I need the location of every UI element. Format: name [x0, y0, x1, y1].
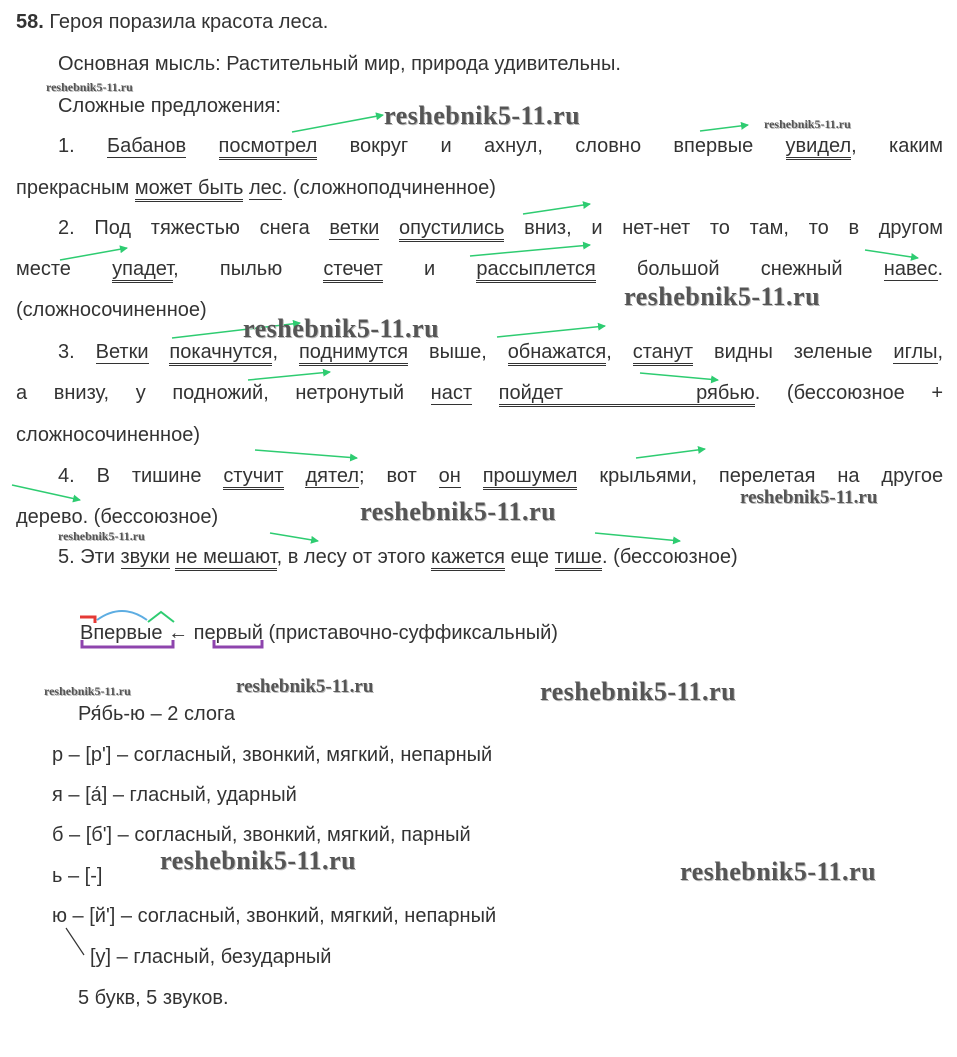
sentence-4-line-1: 4. В тишине стучит дятел; вот он прошумел крыльями, перелетая на другое: [16, 464, 943, 488]
predicate: покачнутся: [169, 341, 272, 366]
phonetic-row: ь – [-]: [52, 865, 103, 887]
morpheme-word: Впервые: [80, 622, 163, 644]
sentence-1-line-2: прекрасным может быть лес. (сложноподчиненное): [16, 176, 496, 200]
sentence-4-line-2: дерево. (бессоюзное): [16, 506, 219, 528]
sentence-1-line-1: 1. Бабанов посмотрел вокруг и ахнул, словно впервые увидел, каким: [16, 134, 943, 158]
watermark: reshebnik5-11.ru: [624, 282, 821, 311]
subject: Бабанов: [107, 135, 187, 157]
phonetic-row: ю – [й'] – согласный, звонкий, мягкий, непарный: [52, 905, 497, 927]
predicate: рассыплется: [476, 258, 595, 283]
arrow: [700, 125, 748, 131]
predicate: стечет: [323, 258, 382, 283]
arrow: [12, 485, 80, 500]
arrow: [270, 533, 318, 541]
sentence-3-line-3: сложносочиненное): [16, 424, 201, 446]
predicate: станут: [633, 341, 693, 366]
subject: Ветки: [95, 341, 149, 363]
watermark: reshebnik5-11.ru: [236, 676, 374, 697]
subject: он: [438, 465, 461, 487]
sound-split-line: [66, 928, 84, 955]
arrow: [640, 373, 718, 380]
phonetic-summary: 5 букв, 5 звуков.: [78, 987, 229, 1009]
phonetic-row: [у] – гласный, безударный: [90, 946, 332, 968]
arrow: [497, 326, 605, 337]
predicate: упадет: [112, 258, 173, 283]
phonetic-row: б – [б'] – согласный, звонкий, мягкий, парный: [52, 824, 471, 846]
sentence-2-line-3: (сложносочиненное): [16, 299, 207, 321]
subject: ветки: [329, 217, 380, 239]
arrow: [523, 204, 590, 214]
predicate: тише: [555, 546, 603, 571]
arrow: [595, 533, 680, 541]
sentence-3-line-2: а внизу, у подножий, нетронутый наст пойдет рябью. (бессоюзное +: [16, 381, 943, 405]
watermark: reshebnik5-11.ru: [740, 487, 878, 508]
base-bracket: [214, 640, 262, 647]
watermark: reshebnik5-11.ru: [243, 314, 440, 343]
watermark: reshebnik5-11.ru: [46, 80, 133, 94]
sentence-2-line-1: 2. Под тяжестью снега ветки опустились вниз, и нет-нет то там, то в другом: [16, 216, 943, 240]
predicate: опустились: [399, 217, 504, 242]
sentence-5-line-1: 5. Эти звуки не мешают, в лесу от этого кажется еще тише. (бессоюзное): [58, 545, 738, 569]
watermark: reshebnik5-11.ru: [764, 117, 851, 131]
sentence-2-line-2: месте упадет, пылью стечет и рассыплется большой снежный навес.: [16, 257, 943, 281]
derivation-arrow: ←: [168, 622, 189, 644]
root-arc: [97, 611, 147, 620]
predicate: увидел: [786, 135, 852, 160]
arrow: [248, 372, 330, 380]
arrow: [470, 245, 590, 256]
base-bracket: [82, 640, 173, 647]
predicate: обнажатся: [508, 341, 607, 366]
complex-heading: Сложные предложения:: [58, 95, 281, 117]
watermark: reshebnik5-11.ru: [680, 857, 877, 886]
predicate: посмотрел: [219, 135, 318, 160]
arrow: [865, 250, 918, 258]
prefix-mark: [80, 617, 95, 623]
task-title: Героя поразила красота леса.: [49, 11, 329, 33]
watermark: reshebnik5-11.ru: [44, 684, 131, 698]
arrow: [292, 115, 383, 132]
predicate: поднимутся: [299, 341, 408, 366]
predicate: не мешают: [175, 546, 276, 571]
predicate: стучит: [223, 465, 283, 490]
task-number: 58.: [16, 11, 44, 33]
watermark: reshebnik5-11.ru: [58, 529, 145, 543]
morpheme-base: первый: [193, 622, 263, 644]
subject: наст: [430, 382, 472, 404]
phonetic-header: Ря́бь-ю – 2 слога: [78, 703, 235, 725]
phonetic-row: р – [р'] – согласный, звонкий, мягкий, непарный: [52, 744, 493, 766]
subject: звуки: [120, 546, 170, 568]
arrow-group: [12, 115, 918, 541]
predicate: прошумел: [483, 465, 578, 490]
watermark: reshebnik5-11.ru: [360, 497, 557, 526]
sentence-3-line-1: 3. Ветки покачнутся, поднимутся выше, обнажатся, станут видны зеленые иглы,: [16, 340, 943, 364]
subject: иглы: [893, 341, 938, 363]
subject: дятел: [305, 465, 360, 487]
predicate: может быть: [135, 177, 244, 202]
phonetic-row: я – [а́] – гласный, ударный: [52, 784, 297, 806]
subject: лес: [249, 177, 282, 199]
watermark: reshebnik5-11.ru: [160, 846, 357, 875]
arrow: [636, 449, 705, 458]
watermark: reshebnik5-11.ru: [384, 101, 581, 130]
main-idea: Основная мысль: Растительный мир, природа удивительны.: [58, 53, 621, 75]
suffix-mark: [148, 612, 174, 622]
arrow: [60, 248, 127, 260]
watermark: reshebnik5-11.ru: [540, 677, 737, 706]
subject: навес: [883, 258, 938, 280]
derivation-note: (приставочно-суффиксальный): [268, 622, 558, 644]
arrow: [255, 450, 357, 458]
predicate: кажется: [431, 546, 505, 571]
predicate: пойдет рябью: [499, 382, 755, 407]
